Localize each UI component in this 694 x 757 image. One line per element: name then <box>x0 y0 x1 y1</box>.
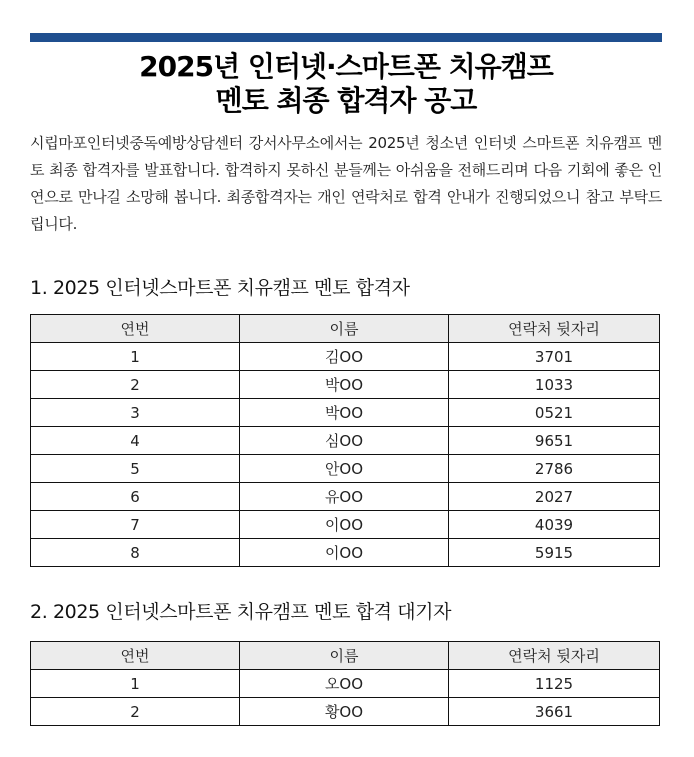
cell-name: 황OO <box>240 698 449 726</box>
column-header-phone-suffix: 연락처 뒷자리 <box>449 642 660 670</box>
cell-name: 박OO <box>240 399 449 427</box>
cell-number: 3 <box>31 399 240 427</box>
table-row <box>31 455 660 483</box>
cell-number: 8 <box>31 539 240 567</box>
cell-phone-suffix: 4039 <box>449 511 660 539</box>
table-row <box>31 511 660 539</box>
cell-phone-suffix: 2027 <box>449 483 660 511</box>
cell-phone-suffix: 1033 <box>449 371 660 399</box>
cell-number: 2 <box>31 698 240 726</box>
table-header-row <box>31 315 660 343</box>
column-header-name: 이름 <box>240 315 449 343</box>
cell-name: 유OO <box>240 483 449 511</box>
column-header-number: 연번 <box>31 315 240 343</box>
column-header-phone-suffix: 연락처 뒷자리 <box>449 315 660 343</box>
waitlist-mentors-table <box>30 641 660 726</box>
column-header-name: 이름 <box>240 642 449 670</box>
cell-number: 4 <box>31 427 240 455</box>
section2-heading: 2. 2025 인터넷스마트폰 치유캠프 멘토 합격 대기자 <box>30 601 452 623</box>
cell-phone-suffix: 5915 <box>449 539 660 567</box>
intro-paragraph: 시립마포인터넷중독예방상담센터 강서사무소에서는 2025년 청소년 인터넷 스마트폰 치유캠프 멘토 최종 합격자를 발표합니다. 합격하지 못하신 분들께는 아쉬움을 전해드리며 다음 기회에 좋은 인연으로 만나길 소망해 봅니다. 최종합격자는 개인 연락처로 합격 안내가 진행되었으니 참고 부탁드립니다. <box>30 134 662 233</box>
title-accent-bar <box>30 33 662 42</box>
cell-number: 5 <box>31 455 240 483</box>
column-header-number: 연번 <box>31 642 240 670</box>
accepted-mentors-table <box>30 314 660 567</box>
cell-name: 이OO <box>240 511 449 539</box>
cell-phone-suffix: 3661 <box>449 698 660 726</box>
cell-name: 안OO <box>240 455 449 483</box>
table-row <box>31 343 660 371</box>
cell-name: 이OO <box>240 539 449 567</box>
cell-phone-suffix: 1125 <box>449 670 660 698</box>
cell-number: 1 <box>31 343 240 371</box>
table-row <box>31 539 660 567</box>
table-row <box>31 371 660 399</box>
table-row <box>31 698 660 726</box>
cell-number: 7 <box>31 511 240 539</box>
cell-name: 오OO <box>240 670 449 698</box>
table-row <box>31 483 660 511</box>
table-header-row <box>31 642 660 670</box>
page-title-line1: 2025년 인터넷·스마트폰 치유캠프 <box>139 50 553 83</box>
cell-phone-suffix: 0521 <box>449 399 660 427</box>
cell-phone-suffix: 9651 <box>449 427 660 455</box>
cell-name: 심OO <box>240 427 449 455</box>
section1-heading: 1. 2025 인터넷스마트폰 치유캠프 멘토 합격자 <box>30 277 410 299</box>
cell-phone-suffix: 2786 <box>449 455 660 483</box>
table-row <box>31 670 660 698</box>
page-title-line2: 멘토 최종 합격자 공고 <box>215 84 477 117</box>
cell-number: 2 <box>31 371 240 399</box>
cell-name: 김OO <box>240 343 449 371</box>
table-row <box>31 427 660 455</box>
cell-name: 박OO <box>240 371 449 399</box>
cell-phone-suffix: 3701 <box>449 343 660 371</box>
table-row <box>31 399 660 427</box>
cell-number: 1 <box>31 670 240 698</box>
cell-number: 6 <box>31 483 240 511</box>
